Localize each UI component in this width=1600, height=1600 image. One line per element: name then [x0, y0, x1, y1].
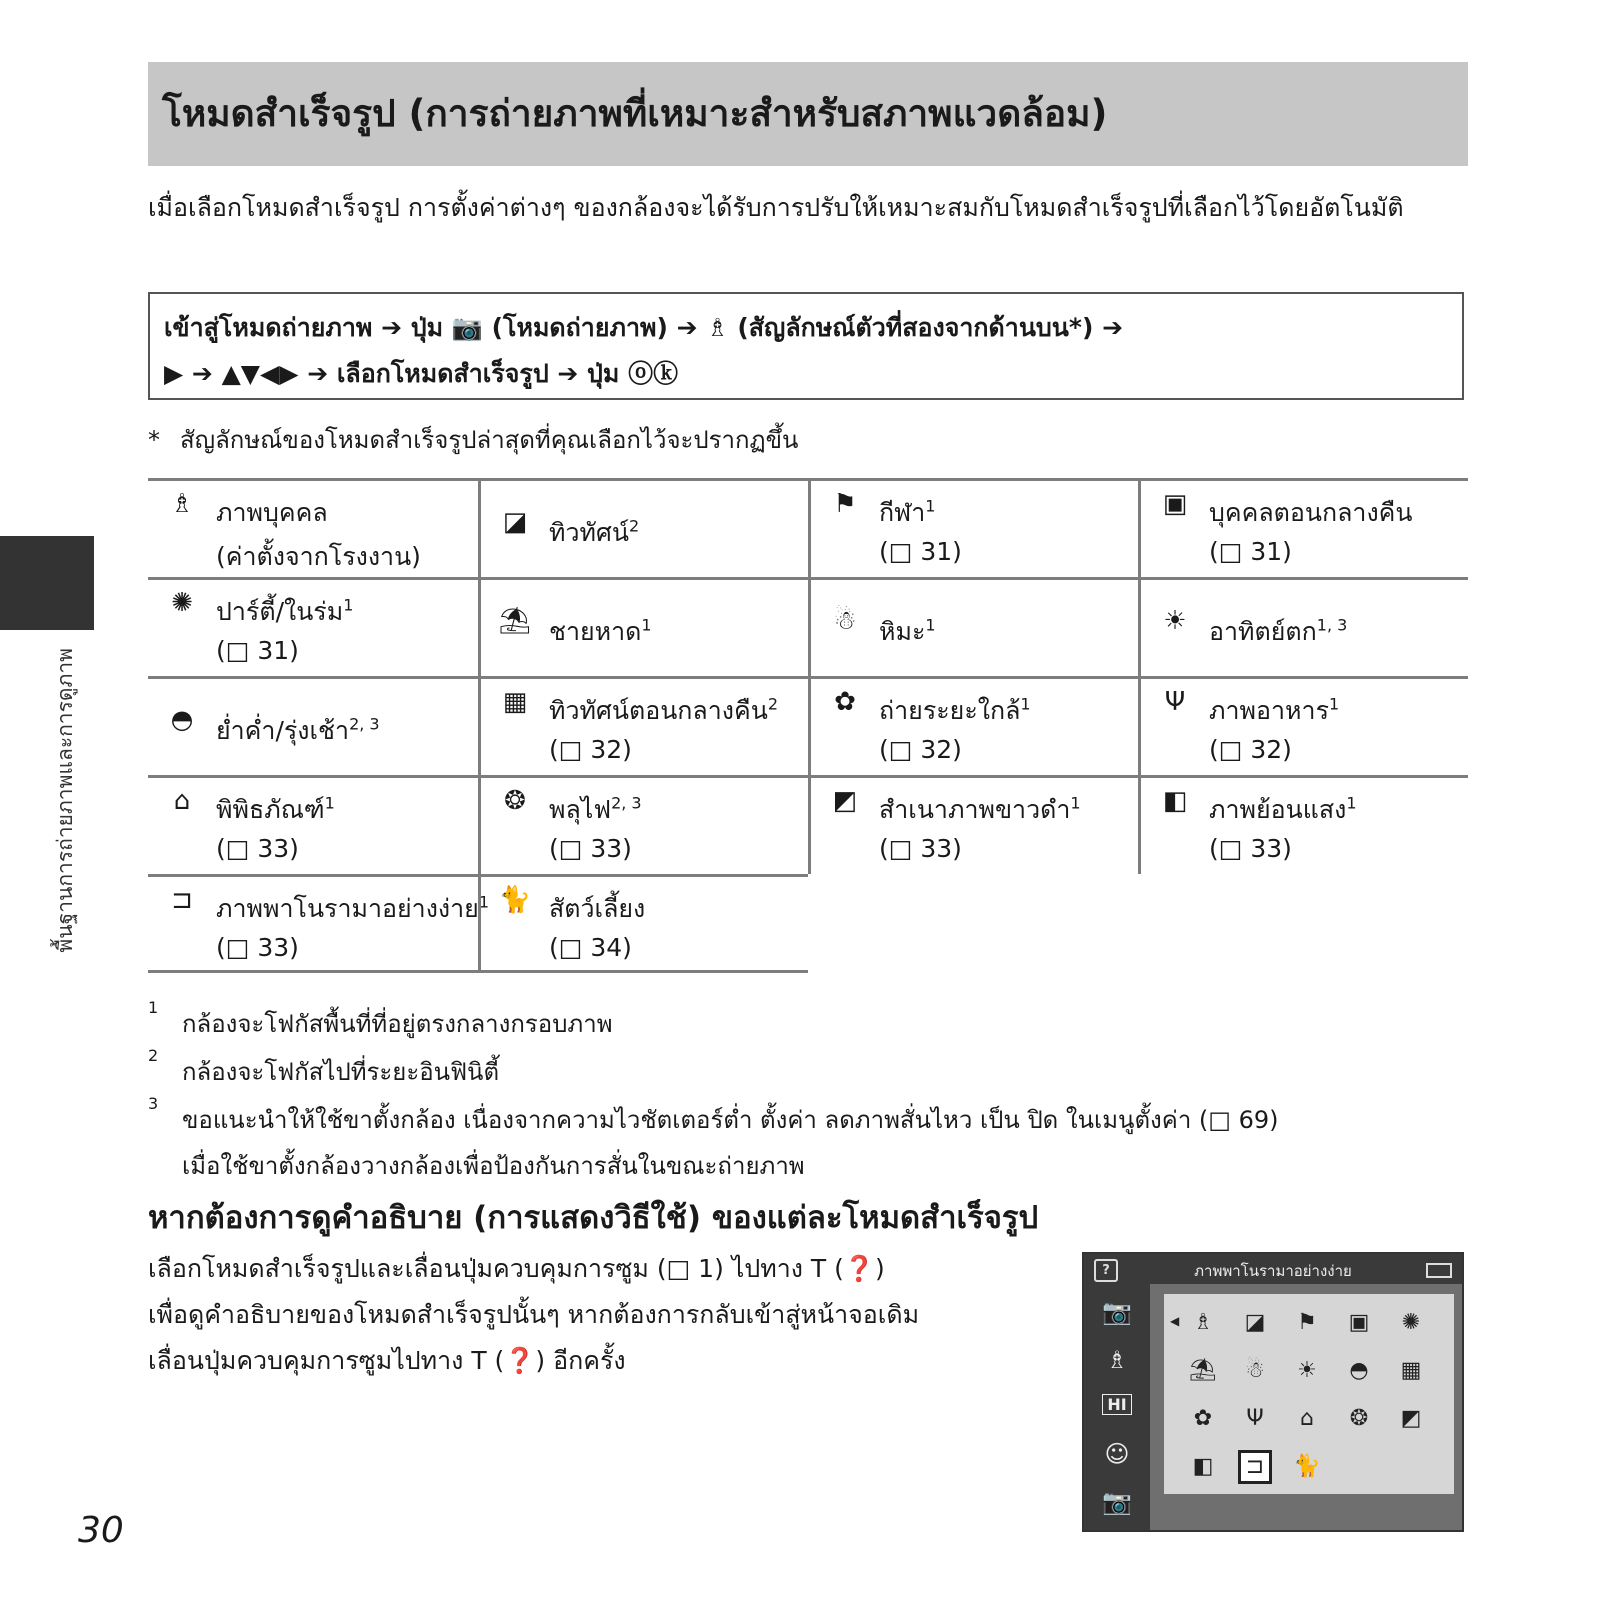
page-reference: (□ 34) [549, 933, 632, 962]
scene-mode-name [216, 889, 489, 929]
screen-title: ภาพพาโนรามาอย่างง่าย [1194, 1262, 1352, 1280]
access-line-1: เข้าสู่โหมดถ่ายภาพ ➔ ปุ่ม 📷 (โหมดถ่ายภาพ) ➔ ♗ (สัญลักษณ์ตัวที่สองจากด้านบน*) ➔ [164, 313, 1124, 342]
scene-mode-label: พิพิธภัณฑ์ [216, 795, 325, 824]
scene-mode-icon: ▣ [1162, 489, 1188, 519]
footnote-text: ขอแนะนำให้ใช้ขาตั้งกล้อง เนื่องจากความไวชัตเตอร์ต่ำ ตั้งค่า ลดภาพสั่นไหว เป็น ปิด ในเมนูตั้งค่า (□ 69) [182, 1106, 1279, 1134]
footnote-ref: 1, 3 [1316, 615, 1348, 635]
scene-mode-icon: ◧ [1162, 786, 1188, 816]
scene-mode-name [216, 592, 353, 632]
scene-grid-icon: ❂ [1349, 1406, 1369, 1431]
scene-mode-name [1209, 612, 1347, 652]
scene-mode-icon: ◩ [832, 786, 858, 816]
footnote-ref: 1 [343, 595, 354, 615]
intro-text: เมื่อเลือกโหมดสำเร็จรูป การตั้งค่าต่างๆ ของกล้องจะได้รับการปรับให้เหมาะสมกับโหมดสำเร็จรูปที่เลือกไว้โดยอัตโนมัติ [148, 193, 1404, 222]
footnote-ref: 1 [925, 496, 936, 516]
footnote-ref: 1 [1346, 793, 1357, 813]
scene-grid-icon: ⌂ [1300, 1406, 1314, 1431]
page-reference: (□ 33) [216, 834, 299, 863]
scene-grid-icon: Ψ [1246, 1406, 1264, 1431]
scene-grid-icon: ◪ [1244, 1310, 1266, 1335]
hi-icon: HI [1102, 1394, 1132, 1415]
table-row [148, 478, 1468, 577]
scene-mode-cell [1138, 580, 1468, 676]
battery-icon [1426, 1263, 1452, 1278]
scene-mode-icon: ⌂ [173, 786, 191, 816]
access-procedure-box [148, 292, 1464, 400]
table-row [148, 775, 1468, 874]
scene-mode-cell [478, 679, 808, 775]
footnote-ref: 2 [628, 516, 640, 536]
scene-mode-label: หิมะ [879, 617, 926, 646]
footnote-ref: 1 [641, 615, 652, 635]
scene-mode-name [1209, 493, 1413, 533]
footnote-ref: 1 [1070, 793, 1081, 813]
table-row [148, 874, 808, 973]
scene-grid-icon: ◧ [1192, 1454, 1214, 1479]
footnote-ref: 2, 3 [611, 793, 642, 813]
scene-mode-label: ทิวทัศน์ตอนกลางคืน [549, 696, 768, 725]
help-paragraph [148, 1246, 1048, 1384]
footnote-ref: 1 [1020, 694, 1031, 714]
help-line-2: เพื่อดูคำอธิบายของโหมดสำเร็จรูปนั้นๆ หากต้องการกลับเข้าสู่หน้าจอเดิม [148, 1300, 920, 1329]
footnote-number: 2 [148, 1046, 159, 1065]
scene-mode-icon: ❂ [504, 786, 526, 816]
scene-mode-name [549, 691, 778, 731]
scene-mode-name [1209, 691, 1339, 731]
scene-grid-icon: ✺ [1401, 1310, 1421, 1335]
table-bottom-border [148, 970, 808, 973]
footnote-ref: 1 [1329, 694, 1340, 714]
scene-mode-icon: ✿ [834, 687, 856, 717]
page-reference: (□ 33) [216, 933, 299, 962]
page-reference: (□ 31) [879, 537, 962, 566]
scene-mode-label: ภาพบุคคล [216, 498, 328, 527]
footnote-number: 3 [148, 1094, 159, 1113]
page-reference: (□ 33) [549, 834, 632, 863]
scene-mode-cell [1138, 679, 1468, 775]
scene-mode-name [549, 513, 639, 553]
scene-mode-icon: ⛱ [498, 606, 532, 636]
scene-mode-icon: ◪ [502, 507, 528, 537]
section-tab [0, 536, 94, 630]
scene-mode-icon: ⚑ [833, 489, 857, 519]
smile-icon: ☺ [1104, 1440, 1130, 1468]
scene-mode-cell [148, 481, 478, 577]
footnote-ref: 1 [478, 892, 490, 912]
scene-grid-icon: ⊐ [1238, 1450, 1272, 1484]
scene-mode-name [216, 711, 380, 751]
scene-mode-label: ภาพย้อนแสง [1209, 795, 1347, 824]
scene-mode-cell [808, 580, 1138, 676]
scene-mode-icon: ✺ [171, 588, 193, 618]
scene-mode-cell [148, 679, 478, 775]
page-reference: (□ 31) [1209, 537, 1292, 566]
scene-mode-cell [478, 481, 808, 577]
scene-mode-label: บุคคลตอนกลางคืน [1209, 498, 1413, 527]
scene-mode-cell [148, 877, 490, 973]
scene-mode-label: ชายหาด [549, 617, 642, 646]
scene-mode-cell [148, 580, 478, 676]
help-icon: ? [1094, 1259, 1118, 1282]
footnote-text: กล้องจะโฟกัสพื้นที่ที่อยู่ตรงกลางกรอบภาพ [182, 1010, 613, 1038]
scene-mode-cell [808, 778, 1138, 874]
scene-grid-icon: ▦ [1400, 1358, 1422, 1383]
scene-grid-icon: ♗ [1193, 1310, 1213, 1335]
scene-mode-icon: ♗ [170, 489, 194, 519]
scene-grid-icon: ✿ [1193, 1406, 1213, 1431]
scene-mode-name [879, 612, 936, 652]
scene-grid-icon: ⚑ [1297, 1310, 1317, 1335]
footnote-ref: 1 [925, 615, 936, 635]
camera-icon: 📷 [1102, 1488, 1132, 1516]
asterisk-note-text: สัญลักษณ์ของโหมดสำเร็จรูปล่าสุดที่คุณเลือกไว้จะปรากฏขึ้น [180, 426, 799, 454]
scene-mode-icon: ▦ [502, 687, 528, 717]
scene-mode-cell [808, 679, 1138, 775]
page-reference: (□ 33) [1209, 834, 1292, 863]
scene-grid-icon: 🐈 [1293, 1454, 1321, 1479]
scene-grid-icon: ☀ [1297, 1358, 1317, 1383]
scene-mode-name [879, 691, 1031, 731]
table-row [148, 676, 1468, 775]
page-number: 30 [78, 1510, 124, 1551]
scene-mode-icon: Ψ [1164, 687, 1186, 717]
scene-mode-cell [808, 481, 1138, 577]
scene-mode-name [549, 612, 652, 652]
scene-mode-name [1209, 790, 1357, 830]
scene-mode-label: สำเนาภาพขาวดำ [879, 795, 1071, 824]
scene-grid-icon: ◩ [1400, 1406, 1422, 1431]
page-reference: (□ 32) [549, 735, 632, 764]
page-reference: (□ 33) [879, 834, 962, 863]
scene-mode-cell [148, 778, 478, 874]
scene-mode-icon: 🐈 [498, 885, 532, 915]
scene-mode-cell [478, 877, 808, 973]
screen-top-bar [1084, 1254, 1462, 1284]
scene-mode-icon: ◓ [170, 705, 194, 735]
page-reference: (□ 31) [216, 636, 299, 665]
table-row [148, 577, 1468, 676]
scene-mode-name [879, 790, 1081, 830]
scene-mode-cell [1138, 481, 1468, 577]
asterisk-note [148, 420, 798, 459]
page-reference: (□ 32) [879, 735, 962, 764]
scene-mode-cell [1138, 778, 1468, 874]
scene-mode-label: พลุไฟ [549, 795, 612, 824]
scene-mode-icon: ⊐ [171, 885, 193, 915]
page-title: โหมดสำเร็จรูป (การถ่ายภาพที่เหมาะสำหรับสภาพแวดล้อม) [162, 92, 1108, 135]
scene-grid-icon: ⛱ [1189, 1358, 1217, 1383]
scene-mode-label: สัตว์เลี้ยง [549, 894, 646, 923]
scene-mode-name [216, 790, 335, 830]
section-label: พื้นฐานการถ่ายภาพและการดูภาพ [53, 648, 77, 953]
scene-mode-icon: ☀ [1163, 606, 1187, 636]
scene-mode-label: กีฬา [879, 498, 926, 527]
scene-mode-label: ปาร์ตี้/ในร่ม [216, 597, 344, 626]
scene-mode-label: อาทิตย์ตก [1209, 617, 1317, 646]
camera-screen-illustration [1082, 1252, 1464, 1532]
help-subheading: หากต้องการดูคำอธิบาย (การแสดงวิธีใช้) ของแต่ละโหมดสำเร็จรูป [148, 1200, 1039, 1236]
page-reference: (□ 32) [1209, 735, 1292, 764]
scene-mode-name [549, 790, 642, 830]
scene-grid-icon: ▣ [1348, 1310, 1370, 1335]
scene-mode-label: ภาพพาโนรามาอย่างง่าย [216, 894, 479, 923]
access-line-2: ▶ ➔ ▲▼◀▶ ➔ เลือกโหมดสำเร็จรูป ➔ ปุ่ม ⓞⓚ [164, 359, 679, 388]
footnote-ref: 2, 3 [349, 714, 380, 734]
footnote-ref: 2 [767, 694, 778, 714]
scene-mode-cell [478, 580, 808, 676]
help-line-1: เลือกโหมดสำเร็จรูปและเลื่อนปุ่มควบคุมการซูม (□ 1) ไปทาง T (❓) [148, 1254, 885, 1283]
scene-mode-cell [478, 778, 808, 874]
help-line-3: เลื่อนปุ่มควบคุมการซูมไปทาง T (❓) อีกครั้ง [148, 1346, 626, 1375]
scene-mode-name [216, 493, 328, 533]
scene-mode-name [549, 889, 645, 929]
page-reference: (ค่าตั้งจากโรงงาน) [216, 542, 421, 571]
scene-grid-icon: ◓ [1349, 1358, 1369, 1383]
portrait-icon: ♗ [1106, 1346, 1128, 1374]
scene-mode-label: ภาพอาหาร [1209, 696, 1329, 725]
scene-icon-grid [1164, 1294, 1454, 1494]
title-bar [148, 62, 1468, 166]
left-arrow-icon: ◀ [1170, 1314, 1180, 1328]
scene-mode-name [879, 493, 935, 533]
scene-mode-label: ย่ำค่ำ/รุ่งเช้า [216, 716, 350, 745]
asterisk-mark: * [148, 426, 160, 454]
scene-mode-icon: ☃ [833, 606, 857, 636]
footnote-text: เมื่อใช้ขาตั้งกล้องวางกล้องเพื่อป้องกันการสั่นในขณะถ่ายภาพ [182, 1152, 805, 1180]
scene-mode-label: ทิวทัศน์ [549, 518, 629, 547]
footnote-text: กล้องจะโฟกัสไปที่ระยะอินฟินิตี้ [182, 1058, 500, 1086]
screen-mode-column [1084, 1284, 1150, 1530]
footnote-number: 1 [148, 998, 159, 1017]
scene-mode-label: ถ่ายระยะใกล้ [879, 696, 1021, 725]
scene-grid-icon: ☃ [1245, 1358, 1265, 1383]
camera-icon: 📷 [1102, 1298, 1132, 1326]
footnote-ref: 1 [324, 793, 335, 813]
